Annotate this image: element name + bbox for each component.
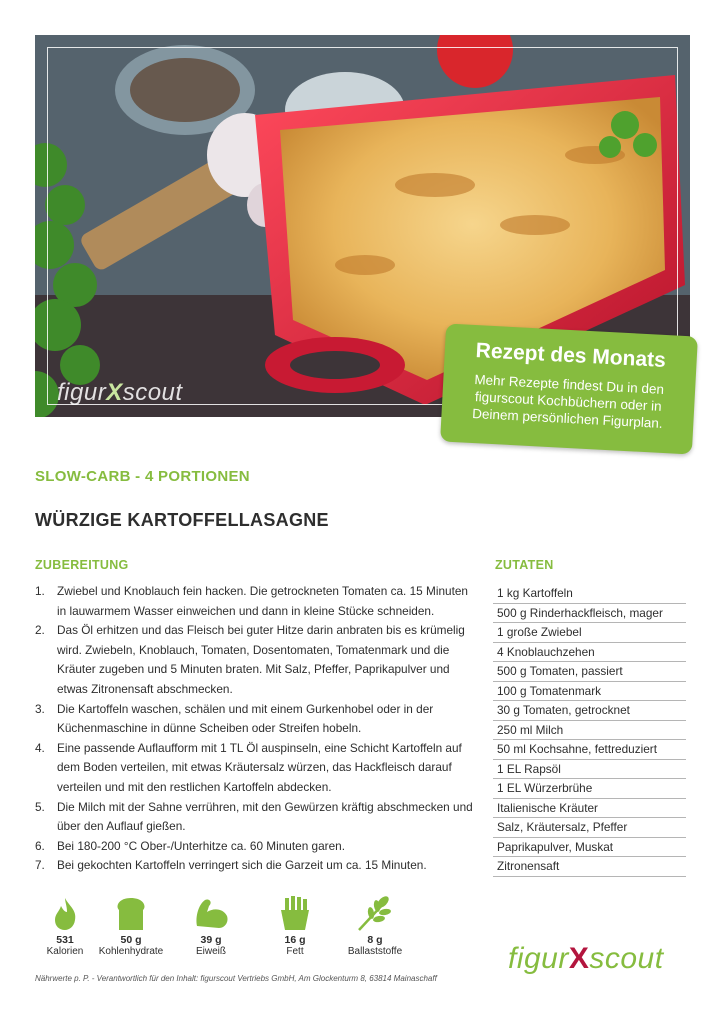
ingredient-item: Paprikapulver, Muskat <box>493 838 686 858</box>
badge-title: Rezept des Monats <box>475 339 667 373</box>
nutrition-carbs: 50 g Kohlenhydrate <box>96 896 166 957</box>
ingredient-item: 4 Knoblauchzehen <box>493 643 686 663</box>
step-item: 7. Bei gekochten Kartoffeln verringert sich die Garzeit um ca. 15 Minuten. <box>35 858 427 873</box>
ingredient-item: 500 g Tomaten, passiert <box>493 662 686 682</box>
ingredient-item: 30 g Tomaten, getrocknet <box>493 701 686 721</box>
ingredient-item: 1 kg Kartoffeln <box>493 584 686 604</box>
nutrition-protein: 39 g Eiweiß <box>176 896 246 957</box>
step-item: 6. Bei 180-200 °C Ober-/Unterhitze ca. 60 Minuten garen. <box>35 838 345 853</box>
nutrition-facts <box>30 896 420 966</box>
step-item: 5. Die Milch mit der Sahne verrühren, mit den Gewürzen kräftig abschmecken und über den Auflauf gießen. <box>35 799 473 834</box>
nutrition-fat: 16 g Fett <box>260 896 330 957</box>
nutrition-fiber: 8 g Ballaststoffe <box>340 896 410 957</box>
ingredient-item: 1 EL Würzerbrühe <box>493 779 686 799</box>
ingredient-item: 500 g Rinderhackfleisch, mager <box>493 604 686 624</box>
badge-text: Mehr Rezepte findest Du in den figurscout Kochbüchern oder in Deinem persönlichen Figurplan. <box>471 372 665 431</box>
bread-icon <box>111 896 151 932</box>
brand-logo: figurXscout <box>508 942 664 975</box>
ingredient-item: Zitronensaft <box>493 857 686 877</box>
recipe-of-month-badge <box>440 323 698 454</box>
ingredient-item: 1 EL Rapsöl <box>493 760 686 780</box>
recipe-title: WÜRZIGE KARTOFFELLASAGNE <box>35 510 329 530</box>
ingredient-item: 100 g Tomatenmark <box>493 682 686 702</box>
fries-icon <box>275 896 315 932</box>
ingredient-item: 250 ml Milch <box>493 721 686 741</box>
ingredient-item: 1 große Zwiebel <box>493 623 686 643</box>
step-item: 4. Eine passende Auflaufform mit 1 TL Öl auspinseln, eine Schicht Kartoffeln auf dem Boden verteilen, mit etwas Kräutersalz würzen, das Hackfleisch darauf verteilen und mit den restlichen Kartoffeln abdecken. <box>35 740 462 794</box>
wheat-icon <box>355 896 395 932</box>
photo-watermark-logo: figurXscout <box>57 379 183 406</box>
flame-icon <box>45 896 85 932</box>
step-item: 3. Die Kartoffeln waschen, schälen und mit einem Gurkenhobel oder in der Küchenmaschine in dünne Scheiben oder Streifen hobeln. <box>35 701 434 736</box>
step-item: 1. Zwiebel und Knoblauch fein hacken. Die getrockneten Tomaten ca. 15 Minuten in lauwarmem Wasser einweichen und dann in kleine Stücke schneiden. <box>35 584 468 618</box>
footer-note: Nährwerte p. P. - Verantwortlich für den Inhalt: figurscout Vertriebs GmbH, Am Glockenturm 8, 63814 Mainaschaff <box>35 974 437 983</box>
preparation-heading: ZUBEREITUNG <box>35 558 129 572</box>
nutrition-calories: 531 Kalorien <box>30 896 100 957</box>
step-item: 2. Das Öl erhitzen und das Fleisch bei guter Hitze darin anbraten bis es krümelig wird. Zwiebeln, Knoblauch, Tomaten, Dosentomaten, Tomatenmark und die Kräuter zugeben und 5 Minuten braten. Mit Salz, Pfeffer, Paprikapulver und etwas Zitronensaft abschmecken. <box>35 623 465 696</box>
ingredients-heading: ZUTATEN <box>495 558 554 572</box>
ingredient-item: 50 ml Kochsahne, fettreduziert <box>493 740 686 760</box>
preparation-steps <box>35 582 477 876</box>
muscle-arm-icon <box>191 896 231 932</box>
ingredients-list <box>493 584 686 877</box>
ingredient-item: Italienische Kräuter <box>493 799 686 819</box>
ingredient-item: Salz, Kräutersalz, Pfeffer <box>493 818 686 838</box>
recipe-category: SLOW-CARB - 4 PORTIONEN <box>35 468 250 485</box>
